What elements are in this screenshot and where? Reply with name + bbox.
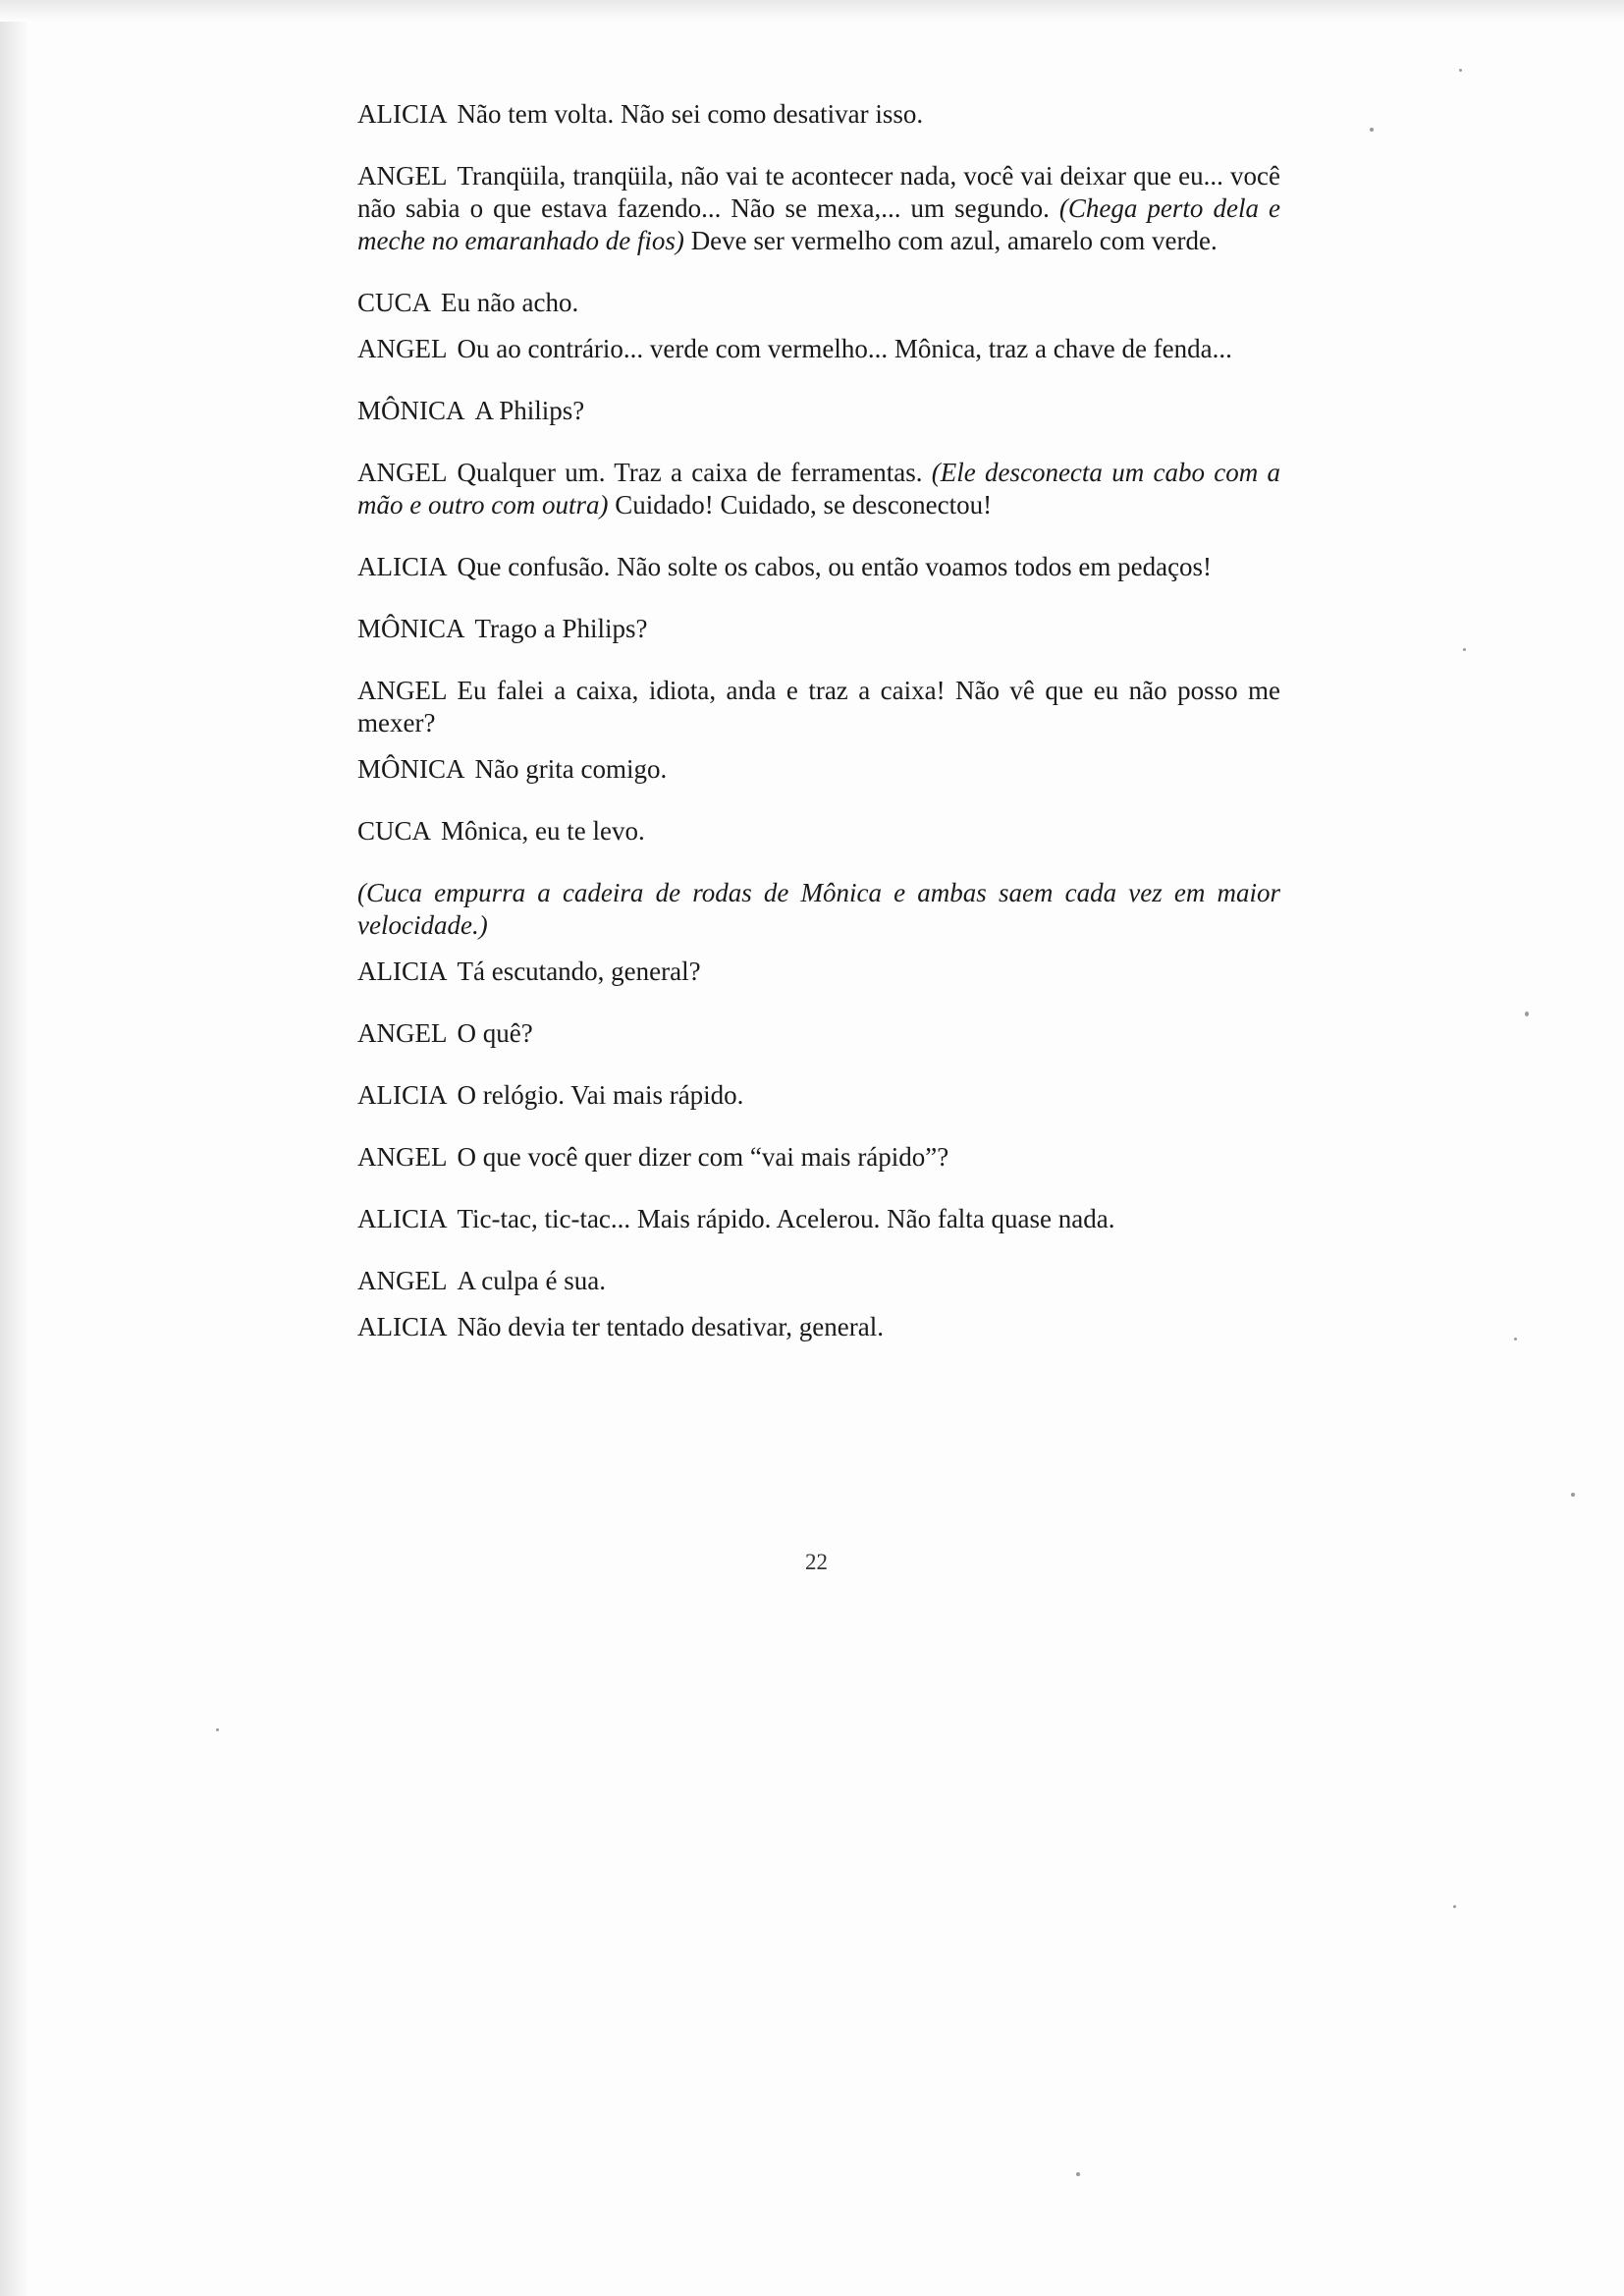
speaker-name: MÔNICA bbox=[357, 614, 465, 643]
dialogue-line bbox=[357, 1203, 1280, 1235]
dialogue-line bbox=[357, 333, 1280, 365]
dialogue-text: Trago a Philips? bbox=[474, 614, 648, 643]
scan-shadow-left bbox=[0, 0, 29, 2296]
dialogue-line bbox=[357, 160, 1280, 257]
speaker-name: ANGEL bbox=[357, 1266, 448, 1295]
dialogue-text: O quê? bbox=[457, 1018, 533, 1048]
speaker-name: MÔNICA bbox=[357, 754, 465, 784]
speaker-name: ALICIA bbox=[357, 1312, 448, 1341]
dialogue-text: Ou ao contrário... verde com vermelho... Mônica, traz a chave de fenda... bbox=[457, 334, 1232, 363]
stage-direction bbox=[357, 877, 1280, 942]
scan-speck bbox=[1571, 1493, 1575, 1497]
dialogue-line bbox=[357, 753, 1280, 786]
speaker-name: ALICIA bbox=[357, 552, 448, 581]
speaker-name: ANGEL bbox=[357, 676, 448, 705]
dialogue-line bbox=[357, 287, 1280, 319]
dialogue-text: Deve ser vermelho com azul, amarelo com verde. bbox=[683, 226, 1218, 255]
scan-speck bbox=[216, 1728, 219, 1731]
speaker-name: ANGEL bbox=[357, 161, 448, 191]
dialogue-text: Tá escutando, general? bbox=[457, 957, 701, 986]
scan-speck bbox=[1370, 128, 1374, 132]
speaker-name: CUCA bbox=[357, 288, 432, 317]
stage-direction-text: (Cuca empurra a cadeira de rodas de Mônica e ambas saem cada vez em maior velocidade.) bbox=[357, 878, 1280, 940]
stage-direction-text: (Chega perto dela e meche no emaranhado de fios) bbox=[357, 193, 1280, 255]
dialogue-text: Não tem volta. Não sei como desativar isso. bbox=[457, 99, 924, 129]
speaker-name: ALICIA bbox=[357, 1080, 448, 1110]
scan-speck bbox=[1463, 648, 1466, 651]
speaker-name: ALICIA bbox=[357, 957, 448, 986]
scan-shadow-top bbox=[0, 0, 1624, 22]
scan-speck bbox=[1525, 1011, 1529, 1016]
dialogue-text: Que confusão. Não solte os cabos, ou então voamos todos em pedaços! bbox=[457, 552, 1213, 581]
dialogue-text: Não grita comigo. bbox=[474, 754, 668, 784]
dialogue-line bbox=[357, 395, 1280, 427]
dialogue-line bbox=[357, 1141, 1280, 1174]
speaker-name: ANGEL bbox=[357, 334, 448, 363]
speaker-name: MÔNICA bbox=[357, 396, 465, 425]
dialogue-text: Eu não acho. bbox=[441, 288, 579, 317]
speaker-name: ALICIA bbox=[357, 1204, 448, 1233]
dialogue-text: Cuidado! Cuidado, se desconectou! bbox=[608, 490, 993, 519]
dialogue-line bbox=[357, 1311, 1280, 1343]
dialogue-text: Qualquer um. Traz a caixa de ferramentas. bbox=[457, 458, 932, 487]
speaker-name: CUCA bbox=[357, 816, 432, 846]
scan-speck bbox=[1076, 2172, 1080, 2176]
dialogue-text: Eu falei a caixa, idiota, anda e traz a caixa! Não vê que eu não posso me mexer? bbox=[357, 676, 1280, 738]
dialogue-text: Tic-tac, tic-tac... Mais rápido. Acelerou. Não falta quase nada. bbox=[457, 1204, 1115, 1233]
dialogue-text: Não devia ter tentado desativar, general. bbox=[457, 1312, 884, 1341]
page-number: 22 bbox=[805, 1550, 828, 1574]
speaker-name: ANGEL bbox=[357, 1142, 448, 1172]
stage-direction-text: (Ele desconecta um cabo com a mão e outro com outra) bbox=[357, 458, 1280, 519]
dialogue-line bbox=[357, 1079, 1280, 1112]
dialogue-text: A Philips? bbox=[474, 396, 585, 425]
speaker-name: ALICIA bbox=[357, 99, 448, 129]
speaker-name: ANGEL bbox=[357, 1018, 448, 1048]
dialogue-text: Mônica, eu te levo. bbox=[441, 816, 645, 846]
dialogue-text: O relógio. Vai mais rápido. bbox=[457, 1080, 744, 1110]
dialogue-line bbox=[357, 956, 1280, 988]
scan-speck bbox=[1453, 1905, 1456, 1908]
dialogue-line bbox=[357, 1017, 1280, 1050]
dialogue-line bbox=[357, 551, 1280, 583]
dialogue-line bbox=[357, 1265, 1280, 1297]
dialogue-line bbox=[357, 815, 1280, 847]
dialogue-line bbox=[357, 675, 1280, 739]
scan-speck bbox=[1459, 69, 1462, 72]
dialogue-line bbox=[357, 457, 1280, 521]
scan-speck bbox=[1514, 1338, 1517, 1340]
dialogue-line bbox=[357, 98, 1280, 131]
dialogue-text: A culpa é sua. bbox=[457, 1266, 606, 1295]
dialogue-text: O que você quer dizer com “vai mais rápido”? bbox=[457, 1142, 949, 1172]
dialogue-line bbox=[357, 613, 1280, 645]
dialogue-text: Tranqüila, tranqüila, não vai te acontecer nada, você vai deixar que eu... você não sabia o que estava fazendo... Não se mexa,... um segundo. bbox=[357, 161, 1280, 223]
speaker-name: ANGEL bbox=[357, 458, 448, 487]
script-body bbox=[357, 98, 1280, 1373]
